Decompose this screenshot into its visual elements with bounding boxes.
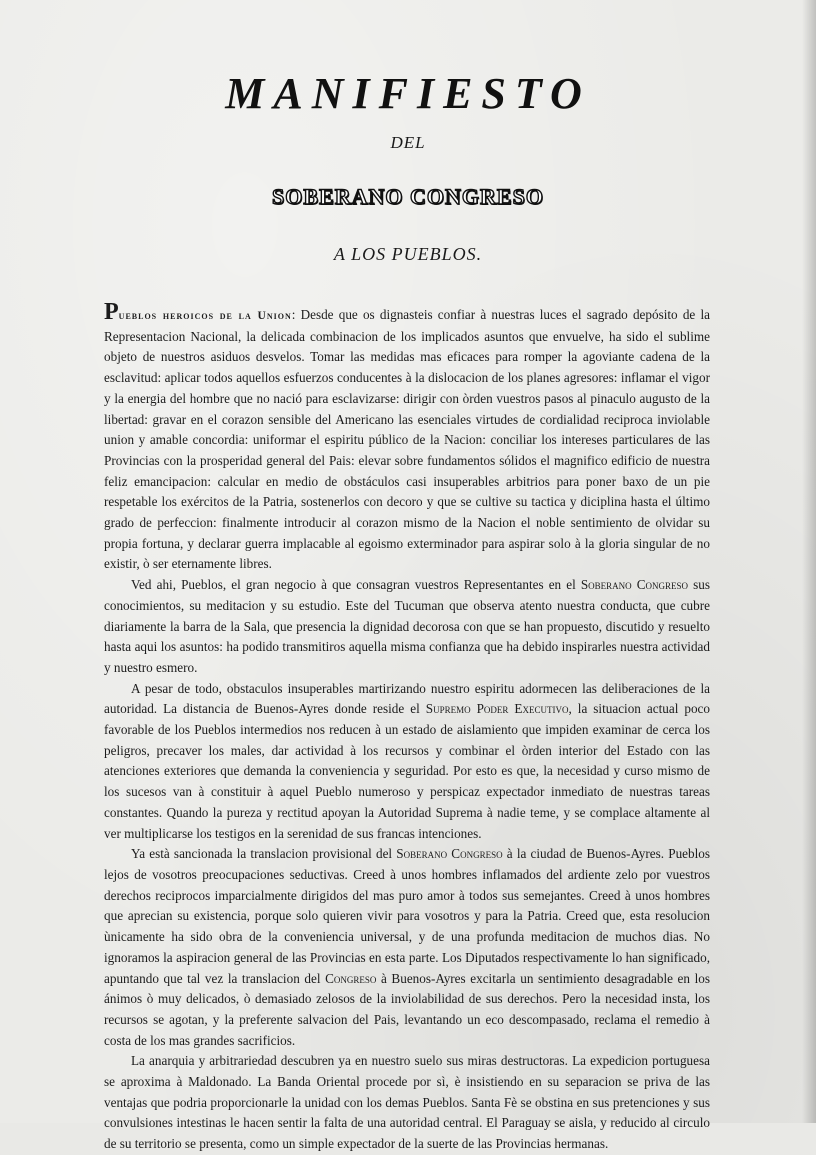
paragraph-text: , la situacion actual poco favorable de los Pueblos intermedios nos reducen à un estado de aislamiento que impiden examinar de cerca los peligros, precaver los males, dar actividad à los recursos y combinar el òrden interior del Estado con las atenciones exteriores que demanda la conveniencia y seguridad. Por esto es que, la necesidad y curso mismo de los sucesos van à constituir à aquel Pueblo numeroso y perspicaz expectador inmediato de nuestras tareas constantes. Quando la pureza y rectitud apoyan la Autoridad Suprema à nadie teme, y se complace altamente al ver multiplicarse los testigos en la serenidad de sus francas intenciones. [104, 701, 711, 841]
paragraph-lead: ueblos heroicos de la Union [118, 310, 292, 322]
paragraph-text: : Desde que os dignasteis confiar à nuestras luces el sagrado depósito de la Representacion Nacional, la delicada combinacion de los implicados asuntos que envuelve, ha sido el sublime objeto de nuestros asiduos desvelos. Tomar las medidas mas eficaces para romper la agoviante cadena de la esclavitud: aplicar todos aquellos esfuerzos conducentes à la dislocacion de los planes agresores: inflamar el vigor y la energia del hombre que no nació para esclavizarse: dirigir con òrden vuestros pasos al pinaculo augusto de la libertad: gravar en el corazon sensible del Americano las esenciales virtudes de cordialidad reciproca inviolable union y amable concordia: uniformar el espiritu público de la Nacion: conciliar los intereses particulares de las Provincias con la prosperidad general del Pais: elevar sobre fundamentos sólidos el magnifico edificio de nuestra feliz emancipacion: calcular en medio de obstáculos casi insuperables arbitrios para poner baxo de un pie respetable los exércitos de la Patria, sostenerlos con decoro y que se cultive su tactica y diciplina hasta el último grado de perfeccion: finalmente introducir al corazon mismo de la Nacion el noble sentimiento de olvidar su propia fortuna, y declarar guerra implacable al egoismo exterminador para aspirar solo à la gloria singular de no existir, ò ser eternamente libres. [104, 307, 710, 572]
institution-name: Supremo Poder Executivo [425, 701, 569, 717]
paragraph-text: A pesar de todo, obstaculos insuperables martirizando nuestro espiritu adormecen las deliberaciones de la autoridad. La distancia de Buenos-Ayres donde reside el [104, 680, 710, 717]
institution-name: Soberano Congreso [396, 846, 503, 862]
institution-name: Soberano Congreso [580, 577, 689, 593]
title-connector: DEL [390, 133, 426, 152]
document-subtitle: SOBERANO CONGRESO [272, 184, 544, 209]
document-title: MANIFIESTO [225, 69, 591, 118]
paragraph-text: à Buenos-Ayres excitarla un sentimiento desagradable en los ánimos ò muy delicados, ò demasiado zelosos de la inviolabilidad de sus derechos. Pero la necesidad insta, los recursos se agotan, y la preferente salvacion del Pais, levantando un eco descompasado, reclama el remedio à costa de los mas grandes sacrificios. [104, 970, 710, 1048]
drop-cap: P [104, 299, 119, 325]
institution-name: Congreso [325, 970, 377, 986]
paragraph-text: La anarquia y arbitrariedad descubren ya en nuestro suelo sus miras destructoras. La expedicion portuguesa se aproxima à Maldonado. La Banda Oriental procede por sì, è insistiendo en su separacion se priva de las ventajas que podria proporcionarle la unidad con los demas Pueblos. Santa Fè se obstina en sus pretenciones y sus convulsiones intestinas le hacen sentir la falta de una autoridad central. El Paraguay se aisla, y reducido al circulo de su territorio se presenta, como un simple expectador de la suerte de las Provincias hermanas. [104, 1053, 710, 1152]
manifesto-body [104, 299, 711, 1155]
paragraph-2 [104, 575, 710, 679]
paragraph-1 [104, 299, 710, 575]
paragraph-text: Ved ahi, Pueblos, el gran negocio à que consagran vuestros Representantes en el [131, 577, 576, 593]
document-addressee: A LOS PUEBLOS. [333, 244, 483, 264]
paragraph-3 [104, 679, 710, 845]
paragraph-text: sus conocimientos, su meditacion y su estudio. Este del Tucuman que observa atento nuestra conducta, que cubre diariamente la barra de la Sala, que presencia la dignidad decorosa con que se han propuesto, discutido y resuelto hasta aqui los asuntos: ha podido transmitiros aquella misma confianza que ha debido inspirarles nuestra actividad y nuestro esmero. [104, 577, 711, 675]
page-edge-shadow [802, 0, 816, 1123]
paragraph-text: à la ciudad de Buenos-Ayres. Pueblos lejos de vosotros preocupaciones seductivas. Creed à unos hombres inflamados del ardiente zelo por vuestros derechos reciprocos imparcialmente dirigidos del mas puro amor à todos sus semejantes. Creed à unos hombres que aprecian su existencia, porque solo quieren vivir para vosotros y para la Patria. Creed que, esta resolucion ùnicamente ha sido obra de la conveniencia universal, y de una profunda meditacion de muchos dias. No ignoramos la aspiracion general de las Provincias en esta parte. Los Diputados respectivamente lo han significado, apuntando que tal vez la translacion del [104, 846, 710, 986]
paragraph-5 [104, 1051, 710, 1155]
paragraph-text: Ya està sancionada la translacion provisional del [131, 846, 393, 862]
paragraph-4 [104, 844, 710, 1051]
